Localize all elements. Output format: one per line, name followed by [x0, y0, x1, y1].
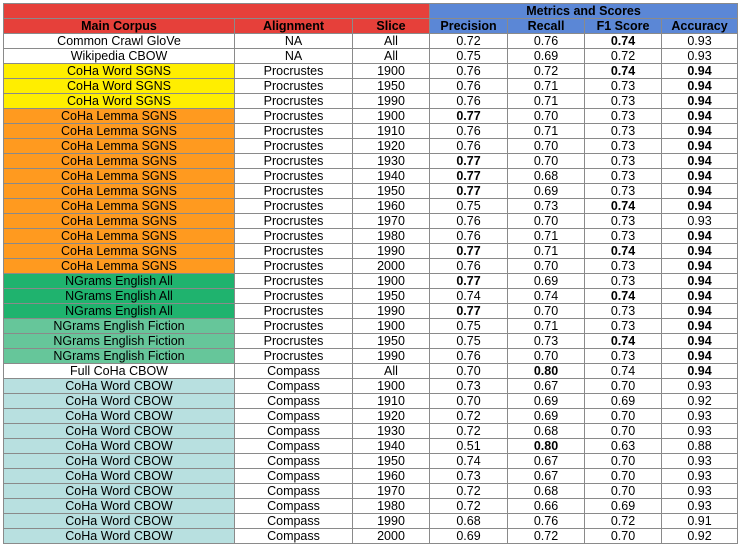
cell-recall: 0.73	[508, 334, 585, 349]
cell-main-corpus: CoHa Word CBOW	[4, 484, 235, 499]
results-table-container	[3, 3, 738, 544]
col-header-recall: Recall	[508, 19, 585, 34]
cell-precision: 0.75	[430, 49, 508, 64]
cell-f1-score: 0.74	[585, 244, 662, 259]
cell-main-corpus: NGrams English All	[4, 304, 235, 319]
cell-alignment: Procrustes	[235, 334, 353, 349]
cell-accuracy: 0.93	[662, 484, 738, 499]
table-row	[4, 499, 738, 514]
cell-accuracy: 0.93	[662, 409, 738, 424]
cell-precision: 0.77	[430, 244, 508, 259]
cell-slice: 1980	[353, 499, 430, 514]
cell-recall: 0.70	[508, 109, 585, 124]
cell-precision: 0.72	[430, 34, 508, 49]
cell-f1-score: 0.73	[585, 184, 662, 199]
cell-f1-score: 0.73	[585, 274, 662, 289]
cell-accuracy: 0.94	[662, 124, 738, 139]
table-row	[4, 424, 738, 439]
cell-accuracy: 0.93	[662, 214, 738, 229]
cell-slice: 1990	[353, 349, 430, 364]
cell-precision: 0.72	[430, 424, 508, 439]
cell-accuracy: 0.93	[662, 454, 738, 469]
cell-f1-score: 0.73	[585, 154, 662, 169]
cell-alignment: Procrustes	[235, 274, 353, 289]
cell-alignment: Procrustes	[235, 184, 353, 199]
cell-f1-score: 0.73	[585, 304, 662, 319]
cell-alignment: Compass	[235, 409, 353, 424]
cell-precision: 0.77	[430, 184, 508, 199]
cell-alignment: Procrustes	[235, 139, 353, 154]
cell-recall: 0.70	[508, 154, 585, 169]
cell-accuracy: 0.94	[662, 64, 738, 79]
table-row	[4, 139, 738, 154]
cell-accuracy: 0.94	[662, 169, 738, 184]
cell-slice: 1900	[353, 109, 430, 124]
header-group-spacer	[4, 4, 430, 19]
cell-precision: 0.77	[430, 109, 508, 124]
cell-main-corpus: CoHa Lemma SGNS	[4, 199, 235, 214]
cell-slice: 1990	[353, 94, 430, 109]
cell-alignment: Procrustes	[235, 229, 353, 244]
table-row	[4, 289, 738, 304]
cell-slice: 1960	[353, 199, 430, 214]
cell-accuracy: 0.94	[662, 154, 738, 169]
cell-recall: 0.71	[508, 229, 585, 244]
cell-precision: 0.77	[430, 274, 508, 289]
cell-accuracy: 0.94	[662, 334, 738, 349]
cell-recall: 0.70	[508, 259, 585, 274]
cell-main-corpus: CoHa Lemma SGNS	[4, 259, 235, 274]
table-row	[4, 484, 738, 499]
cell-precision: 0.76	[430, 94, 508, 109]
cell-main-corpus: CoHa Word SGNS	[4, 64, 235, 79]
table-row	[4, 454, 738, 469]
cell-recall: 0.66	[508, 499, 585, 514]
cell-main-corpus: CoHa Lemma SGNS	[4, 169, 235, 184]
cell-recall: 0.71	[508, 94, 585, 109]
cell-recall: 0.69	[508, 184, 585, 199]
cell-precision: 0.76	[430, 79, 508, 94]
table-row	[4, 109, 738, 124]
cell-f1-score: 0.73	[585, 259, 662, 274]
table-row	[4, 304, 738, 319]
cell-alignment: Procrustes	[235, 79, 353, 94]
cell-precision: 0.68	[430, 514, 508, 529]
cell-main-corpus: CoHa Lemma SGNS	[4, 139, 235, 154]
table-row	[4, 214, 738, 229]
cell-main-corpus: CoHa Lemma SGNS	[4, 214, 235, 229]
cell-accuracy: 0.94	[662, 109, 738, 124]
cell-accuracy: 0.94	[662, 349, 738, 364]
cell-main-corpus: CoHa Word CBOW	[4, 454, 235, 469]
cell-accuracy: 0.94	[662, 364, 738, 379]
cell-accuracy: 0.94	[662, 184, 738, 199]
cell-f1-score: 0.70	[585, 379, 662, 394]
cell-f1-score: 0.73	[585, 124, 662, 139]
cell-slice: 1900	[353, 379, 430, 394]
cell-alignment: NA	[235, 34, 353, 49]
cell-alignment: Procrustes	[235, 109, 353, 124]
cell-f1-score: 0.69	[585, 394, 662, 409]
results-table	[3, 3, 738, 544]
cell-main-corpus: CoHa Word CBOW	[4, 529, 235, 544]
table-row	[4, 199, 738, 214]
cell-slice: All	[353, 364, 430, 379]
cell-main-corpus: Full CoHa CBOW	[4, 364, 235, 379]
cell-alignment: Compass	[235, 514, 353, 529]
cell-precision: 0.72	[430, 499, 508, 514]
cell-main-corpus: CoHa Lemma SGNS	[4, 229, 235, 244]
cell-precision: 0.77	[430, 169, 508, 184]
cell-main-corpus: Wikipedia CBOW	[4, 49, 235, 64]
cell-alignment: Procrustes	[235, 169, 353, 184]
cell-precision: 0.70	[430, 394, 508, 409]
cell-alignment: Compass	[235, 469, 353, 484]
cell-f1-score: 0.73	[585, 229, 662, 244]
cell-precision: 0.77	[430, 304, 508, 319]
cell-accuracy: 0.93	[662, 424, 738, 439]
cell-main-corpus: NGrams English Fiction	[4, 349, 235, 364]
cell-recall: 0.69	[508, 49, 585, 64]
cell-accuracy: 0.91	[662, 514, 738, 529]
cell-alignment: Procrustes	[235, 349, 353, 364]
cell-main-corpus: NGrams English Fiction	[4, 334, 235, 349]
cell-precision: 0.76	[430, 124, 508, 139]
header-row	[4, 19, 738, 34]
cell-recall: 0.80	[508, 364, 585, 379]
cell-f1-score: 0.70	[585, 409, 662, 424]
cell-main-corpus: CoHa Word CBOW	[4, 409, 235, 424]
cell-alignment: NA	[235, 49, 353, 64]
cell-alignment: Compass	[235, 379, 353, 394]
cell-f1-score: 0.73	[585, 79, 662, 94]
table-row	[4, 274, 738, 289]
cell-f1-score: 0.73	[585, 109, 662, 124]
cell-slice: 1910	[353, 394, 430, 409]
cell-accuracy: 0.94	[662, 319, 738, 334]
table-row	[4, 229, 738, 244]
cell-main-corpus: CoHa Lemma SGNS	[4, 109, 235, 124]
cell-slice: 1950	[353, 334, 430, 349]
cell-f1-score: 0.73	[585, 349, 662, 364]
header-group-row	[4, 4, 738, 19]
cell-precision: 0.75	[430, 199, 508, 214]
cell-recall: 0.70	[508, 304, 585, 319]
cell-precision: 0.76	[430, 139, 508, 154]
cell-precision: 0.76	[430, 229, 508, 244]
col-header-f1-score: F1 Score	[585, 19, 662, 34]
cell-slice: 1910	[353, 124, 430, 139]
cell-recall: 0.69	[508, 409, 585, 424]
cell-slice: 1950	[353, 184, 430, 199]
table-row	[4, 364, 738, 379]
cell-f1-score: 0.74	[585, 34, 662, 49]
cell-f1-score: 0.63	[585, 439, 662, 454]
table-row	[4, 79, 738, 94]
cell-alignment: Procrustes	[235, 319, 353, 334]
cell-precision: 0.72	[430, 484, 508, 499]
cell-slice: All	[353, 49, 430, 64]
cell-slice: 1900	[353, 64, 430, 79]
cell-recall: 0.71	[508, 124, 585, 139]
col-header-alignment: Alignment	[235, 19, 353, 34]
cell-f1-score: 0.74	[585, 364, 662, 379]
metrics-group-header: Metrics and Scores	[430, 4, 738, 19]
cell-main-corpus: NGrams English Fiction	[4, 319, 235, 334]
cell-main-corpus: CoHa Word CBOW	[4, 379, 235, 394]
cell-f1-score: 0.73	[585, 139, 662, 154]
cell-slice: 2000	[353, 259, 430, 274]
cell-alignment: Procrustes	[235, 154, 353, 169]
cell-main-corpus: CoHa Word CBOW	[4, 514, 235, 529]
table-body	[4, 34, 738, 544]
table-row	[4, 469, 738, 484]
cell-precision: 0.51	[430, 439, 508, 454]
cell-recall: 0.70	[508, 214, 585, 229]
cell-slice: 1990	[353, 244, 430, 259]
cell-slice: 1920	[353, 409, 430, 424]
cell-accuracy: 0.94	[662, 274, 738, 289]
cell-precision: 0.73	[430, 379, 508, 394]
cell-f1-score: 0.73	[585, 94, 662, 109]
cell-main-corpus: CoHa Word CBOW	[4, 499, 235, 514]
cell-alignment: Procrustes	[235, 214, 353, 229]
table-row	[4, 439, 738, 454]
cell-main-corpus: CoHa Word CBOW	[4, 469, 235, 484]
cell-accuracy: 0.94	[662, 229, 738, 244]
cell-f1-score: 0.70	[585, 454, 662, 469]
cell-f1-score: 0.73	[585, 214, 662, 229]
cell-alignment: Compass	[235, 484, 353, 499]
cell-main-corpus: CoHa Word CBOW	[4, 394, 235, 409]
cell-slice: 1970	[353, 484, 430, 499]
col-header-accuracy: Accuracy	[662, 19, 738, 34]
cell-precision: 0.75	[430, 334, 508, 349]
cell-recall: 0.71	[508, 244, 585, 259]
cell-slice: 1900	[353, 274, 430, 289]
cell-accuracy: 0.93	[662, 34, 738, 49]
cell-alignment: Procrustes	[235, 304, 353, 319]
cell-slice: 1990	[353, 514, 430, 529]
table-row	[4, 124, 738, 139]
cell-alignment: Compass	[235, 439, 353, 454]
cell-precision: 0.74	[430, 289, 508, 304]
cell-f1-score: 0.72	[585, 49, 662, 64]
cell-alignment: Procrustes	[235, 199, 353, 214]
cell-slice: 1960	[353, 469, 430, 484]
table-row	[4, 64, 738, 79]
table-row	[4, 334, 738, 349]
table-row	[4, 34, 738, 49]
cell-slice: 1940	[353, 169, 430, 184]
cell-precision: 0.74	[430, 454, 508, 469]
cell-precision: 0.76	[430, 64, 508, 79]
table-row	[4, 49, 738, 64]
cell-slice: 1980	[353, 229, 430, 244]
table-row	[4, 319, 738, 334]
cell-precision: 0.76	[430, 214, 508, 229]
cell-f1-score: 0.70	[585, 424, 662, 439]
cell-slice: 1930	[353, 154, 430, 169]
cell-recall: 0.80	[508, 439, 585, 454]
cell-main-corpus: NGrams English All	[4, 289, 235, 304]
cell-accuracy: 0.94	[662, 94, 738, 109]
table-row	[4, 379, 738, 394]
cell-recall: 0.72	[508, 529, 585, 544]
cell-accuracy: 0.93	[662, 379, 738, 394]
cell-slice: 2000	[353, 529, 430, 544]
col-header-slice: Slice	[353, 19, 430, 34]
cell-recall: 0.76	[508, 34, 585, 49]
cell-recall: 0.69	[508, 394, 585, 409]
cell-slice: 1950	[353, 454, 430, 469]
cell-recall: 0.70	[508, 349, 585, 364]
cell-precision: 0.77	[430, 154, 508, 169]
cell-recall: 0.73	[508, 199, 585, 214]
cell-recall: 0.70	[508, 139, 585, 154]
cell-alignment: Compass	[235, 499, 353, 514]
cell-alignment: Procrustes	[235, 64, 353, 79]
cell-alignment: Procrustes	[235, 244, 353, 259]
col-header-main-corpus: Main Corpus	[4, 19, 235, 34]
cell-precision: 0.72	[430, 409, 508, 424]
table-row	[4, 529, 738, 544]
cell-main-corpus: Common Crawl GloVe	[4, 34, 235, 49]
cell-main-corpus: CoHa Lemma SGNS	[4, 244, 235, 259]
cell-slice: 1920	[353, 139, 430, 154]
cell-accuracy: 0.94	[662, 244, 738, 259]
cell-alignment: Procrustes	[235, 124, 353, 139]
cell-recall: 0.74	[508, 289, 585, 304]
cell-precision: 0.69	[430, 529, 508, 544]
cell-slice: 1930	[353, 424, 430, 439]
cell-slice: 1900	[353, 319, 430, 334]
cell-accuracy: 0.94	[662, 139, 738, 154]
cell-accuracy: 0.94	[662, 289, 738, 304]
cell-recall: 0.69	[508, 274, 585, 289]
cell-main-corpus: CoHa Word CBOW	[4, 424, 235, 439]
cell-f1-score: 0.70	[585, 469, 662, 484]
cell-alignment: Procrustes	[235, 94, 353, 109]
cell-accuracy: 0.94	[662, 199, 738, 214]
cell-alignment: Compass	[235, 394, 353, 409]
cell-accuracy: 0.94	[662, 79, 738, 94]
cell-recall: 0.71	[508, 319, 585, 334]
cell-main-corpus: CoHa Lemma SGNS	[4, 184, 235, 199]
cell-main-corpus: CoHa Word CBOW	[4, 439, 235, 454]
cell-precision: 0.73	[430, 469, 508, 484]
table-row	[4, 514, 738, 529]
cell-main-corpus: NGrams English All	[4, 274, 235, 289]
table-row	[4, 244, 738, 259]
cell-f1-score: 0.73	[585, 169, 662, 184]
cell-main-corpus: CoHa Word SGNS	[4, 79, 235, 94]
table-row	[4, 394, 738, 409]
cell-slice: 1950	[353, 289, 430, 304]
cell-accuracy: 0.92	[662, 394, 738, 409]
cell-precision: 0.70	[430, 364, 508, 379]
cell-f1-score: 0.74	[585, 64, 662, 79]
cell-accuracy: 0.93	[662, 499, 738, 514]
cell-alignment: Procrustes	[235, 289, 353, 304]
cell-accuracy: 0.93	[662, 49, 738, 64]
cell-f1-score: 0.74	[585, 289, 662, 304]
table-row	[4, 184, 738, 199]
table-row	[4, 154, 738, 169]
cell-recall: 0.67	[508, 379, 585, 394]
table-row	[4, 94, 738, 109]
cell-f1-score: 0.70	[585, 484, 662, 499]
cell-main-corpus: CoHa Lemma SGNS	[4, 154, 235, 169]
cell-f1-score: 0.72	[585, 514, 662, 529]
cell-alignment: Compass	[235, 424, 353, 439]
cell-accuracy: 0.94	[662, 304, 738, 319]
cell-accuracy: 0.92	[662, 529, 738, 544]
cell-main-corpus: CoHa Word SGNS	[4, 94, 235, 109]
table-row	[4, 169, 738, 184]
cell-main-corpus: CoHa Lemma SGNS	[4, 124, 235, 139]
cell-precision: 0.75	[430, 319, 508, 334]
cell-recall: 0.72	[508, 64, 585, 79]
col-header-precision: Precision	[430, 19, 508, 34]
cell-precision: 0.76	[430, 259, 508, 274]
table-row	[4, 409, 738, 424]
cell-alignment: Compass	[235, 454, 353, 469]
table-row	[4, 349, 738, 364]
cell-slice: 1970	[353, 214, 430, 229]
cell-recall: 0.68	[508, 484, 585, 499]
cell-accuracy: 0.88	[662, 439, 738, 454]
cell-f1-score: 0.69	[585, 499, 662, 514]
cell-f1-score: 0.74	[585, 199, 662, 214]
cell-recall: 0.67	[508, 454, 585, 469]
cell-f1-score: 0.73	[585, 319, 662, 334]
cell-slice: 1950	[353, 79, 430, 94]
cell-f1-score: 0.70	[585, 529, 662, 544]
cell-recall: 0.76	[508, 514, 585, 529]
cell-slice: All	[353, 34, 430, 49]
cell-slice: 1940	[353, 439, 430, 454]
cell-alignment: Compass	[235, 529, 353, 544]
table-row	[4, 259, 738, 274]
cell-accuracy: 0.94	[662, 259, 738, 274]
cell-f1-score: 0.74	[585, 334, 662, 349]
cell-precision: 0.76	[430, 349, 508, 364]
cell-slice: 1990	[353, 304, 430, 319]
cell-alignment: Compass	[235, 364, 353, 379]
cell-recall: 0.68	[508, 424, 585, 439]
cell-alignment: Procrustes	[235, 259, 353, 274]
cell-recall: 0.68	[508, 169, 585, 184]
cell-recall: 0.71	[508, 79, 585, 94]
cell-recall: 0.67	[508, 469, 585, 484]
cell-accuracy: 0.93	[662, 469, 738, 484]
